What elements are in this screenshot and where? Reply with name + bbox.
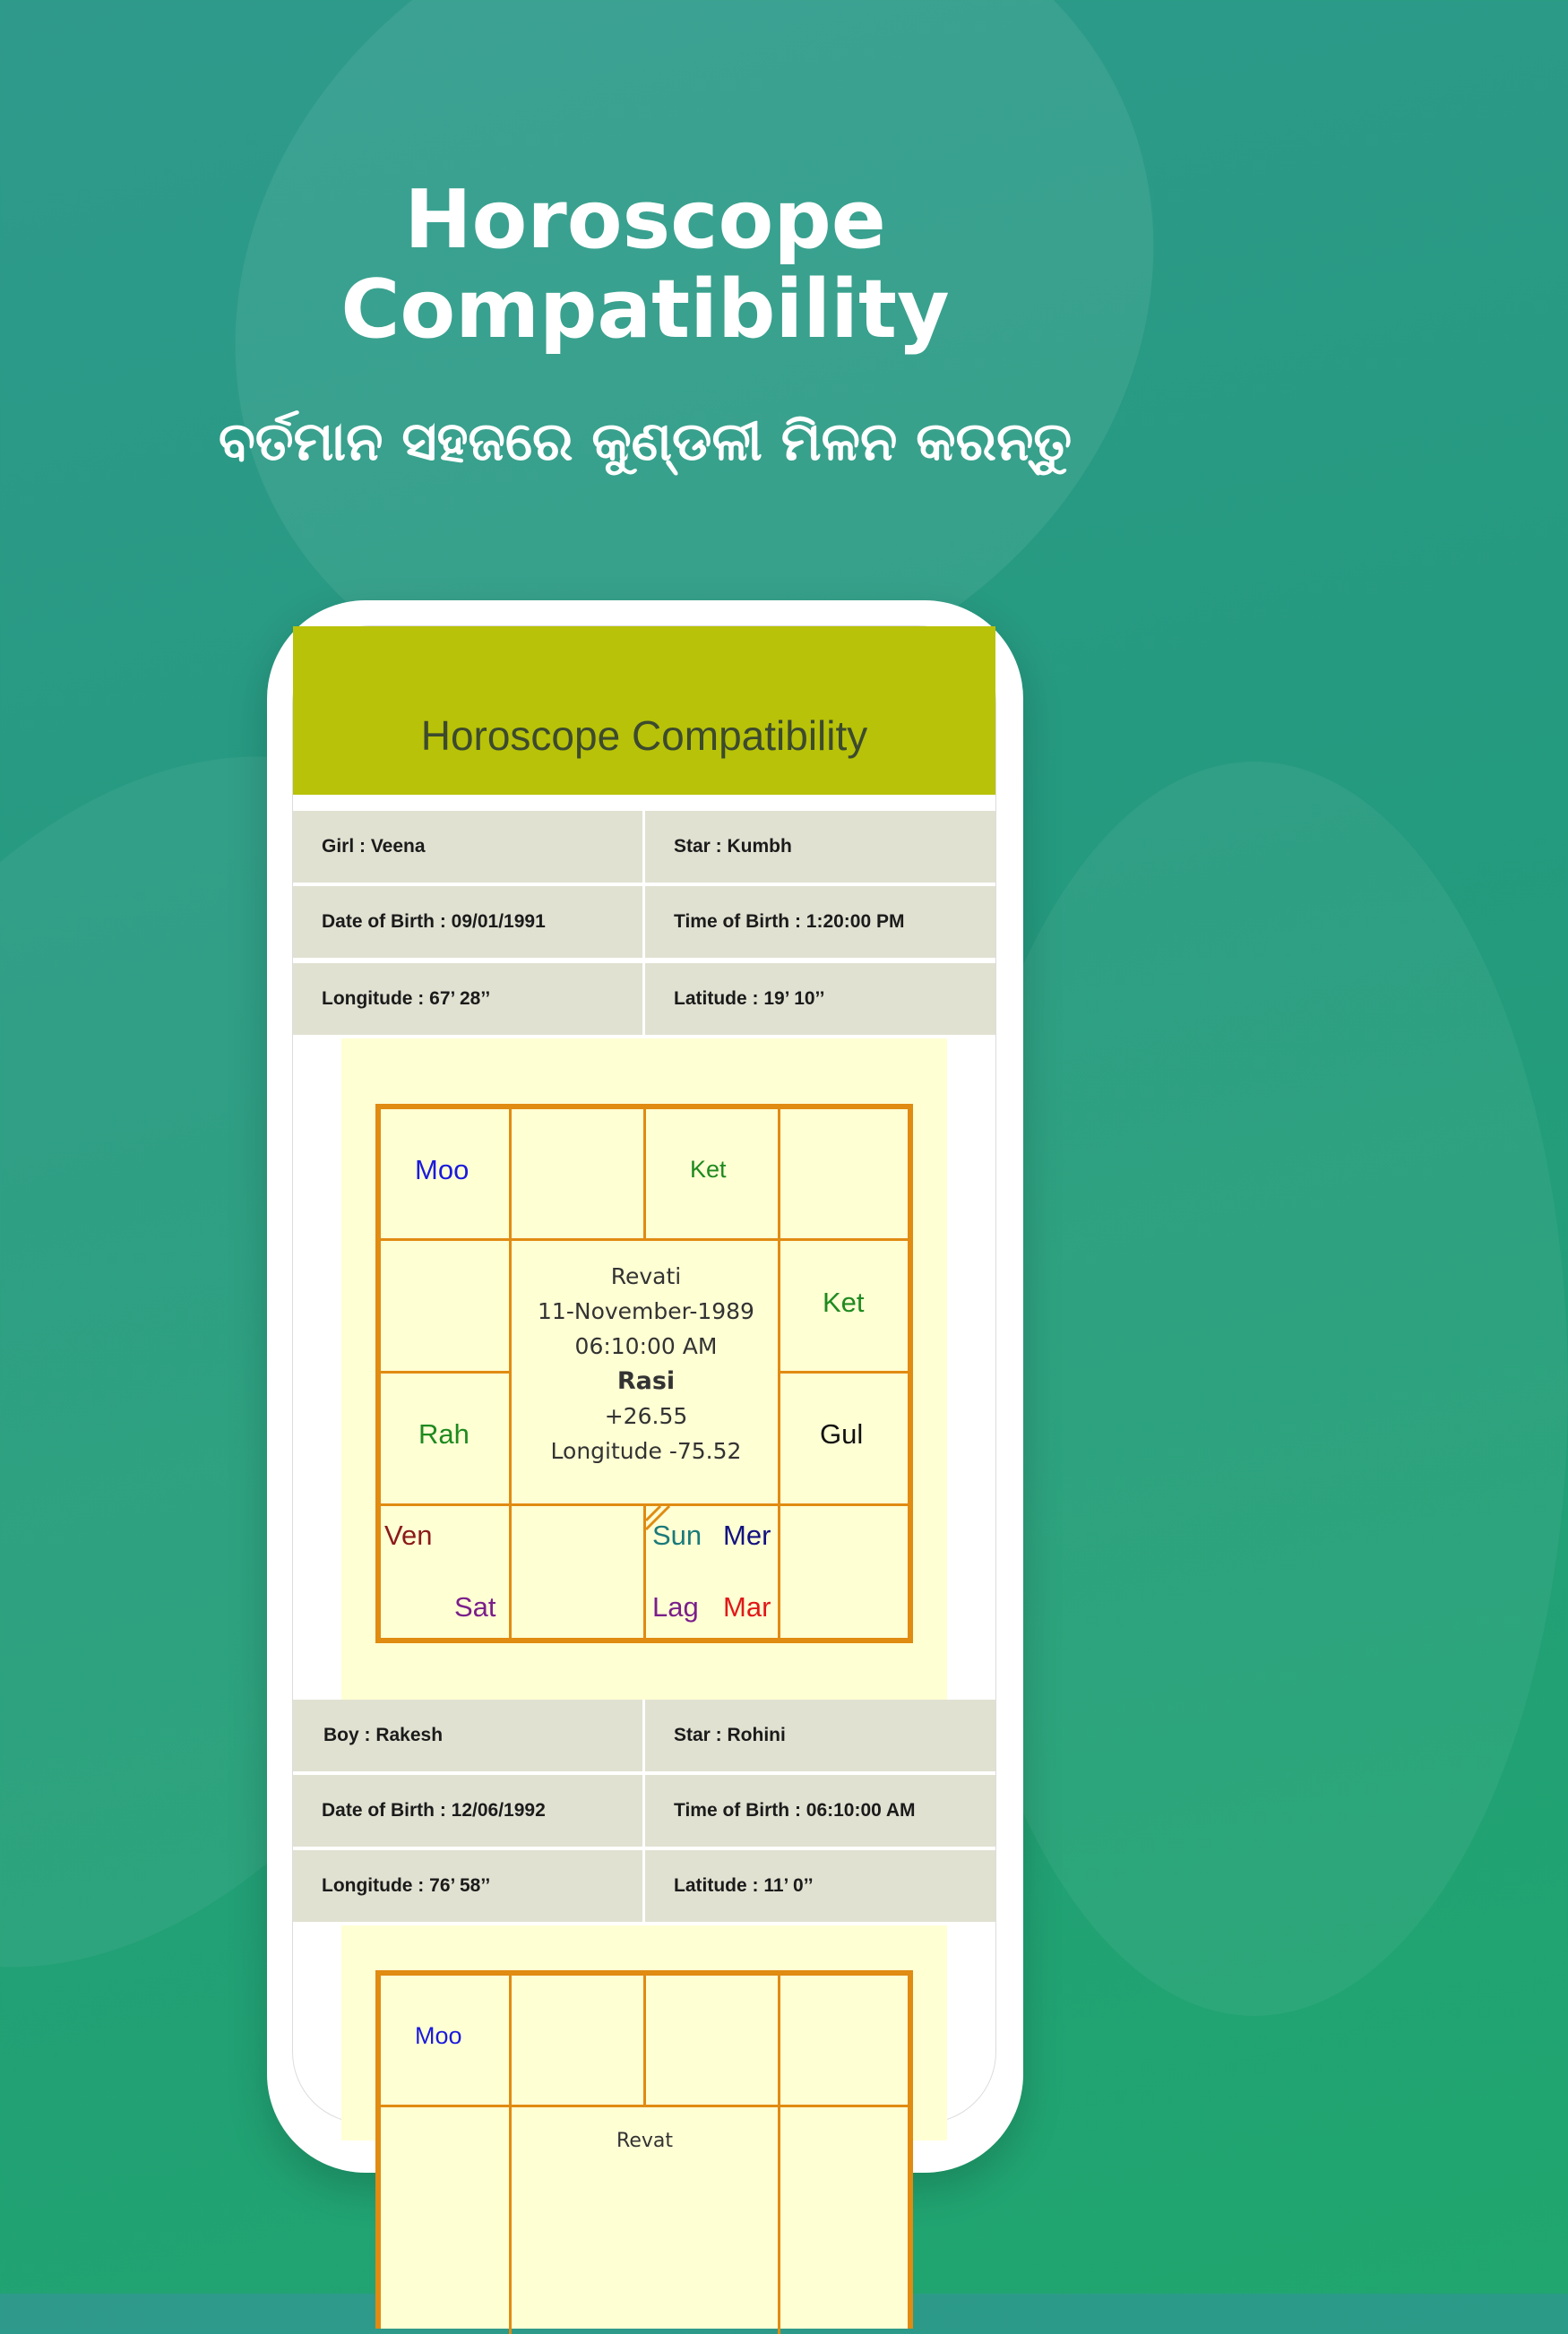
planet-lag: Lag <box>652 1591 699 1623</box>
boy-latitude: Latitude : 11’ 0’’ <box>645 1850 995 1922</box>
planet-ket-right: Ket <box>823 1287 865 1318</box>
planet-sun: Sun <box>652 1520 702 1551</box>
girl-latitude: Latitude : 19’ 10’’ <box>645 963 995 1035</box>
planet-ven: Ven <box>384 1520 433 1551</box>
background-shape <box>941 762 1568 2016</box>
chart-nakshatra: Revat <box>616 2130 673 2152</box>
planet-moo: Moo <box>415 1154 470 1185</box>
chart-latitude: +26.55 <box>604 1403 688 1429</box>
phone-frame <box>267 600 1023 2173</box>
boy-longitude: Longitude : 76’ 58’’ <box>293 1850 642 1922</box>
boy-rasi-chart <box>375 1970 913 2329</box>
boy-name: Boy : Rakesh <box>293 1700 642 1771</box>
girl-tob: Time of Birth : 1:20:00 PM <box>645 886 995 958</box>
girl-longitude: Longitude : 67’ 28’’ <box>293 963 642 1035</box>
boy-tob: Time of Birth : 06:10:00 AM <box>645 1775 995 1847</box>
planet-gul: Gul <box>820 1418 864 1450</box>
chart-longitude: Longitude -75.52 <box>550 1438 742 1464</box>
girl-location-row <box>293 963 995 1035</box>
boy-star: Star : Rohini <box>645 1700 995 1771</box>
chart-center <box>512 1241 778 1503</box>
planet-mar: Mar <box>723 1591 771 1623</box>
chart-date: 11-November-1989 <box>538 1298 754 1324</box>
planet-mer: Mer <box>723 1520 771 1551</box>
promo-title-line2: Compatibility <box>340 263 950 357</box>
boy-birth-row <box>293 1775 995 1847</box>
planet-moo: Moo <box>415 2022 462 2049</box>
girl-info-row <box>293 811 995 883</box>
planet-rah: Rah <box>418 1418 470 1450</box>
app-header <box>293 626 995 795</box>
boy-dob: Date of Birth : 12/06/1992 <box>293 1775 642 1847</box>
app-screen <box>292 625 996 2152</box>
chart-time: 06:10:00 AM <box>574 1333 718 1359</box>
girl-dob: Date of Birth : 09/01/1991 <box>293 886 642 958</box>
planet-sat: Sat <box>454 1591 496 1623</box>
girl-name: Girl : Veena <box>293 811 642 883</box>
girl-rasi-chart <box>375 1104 913 1643</box>
boy-location-row <box>293 1850 995 1922</box>
promo-title-line1: Horoscope <box>404 173 886 267</box>
planet-ket-top: Ket <box>690 1156 727 1183</box>
chart-nakshatra: Revati <box>610 1263 682 1289</box>
girl-birth-row <box>293 886 995 958</box>
boy-info-row <box>293 1700 995 1771</box>
chart-name: Rasi <box>616 1367 676 1395</box>
app-title: Horoscope Compatibility <box>420 712 868 759</box>
promo-subtitle: ବର୍ତମାନ ସହଜରେ କୁଣ୍ଡଳୀ ମିଳନ କରନ୍ତୁ <box>218 410 1073 473</box>
girl-star: Star : Kumbh <box>645 811 995 883</box>
